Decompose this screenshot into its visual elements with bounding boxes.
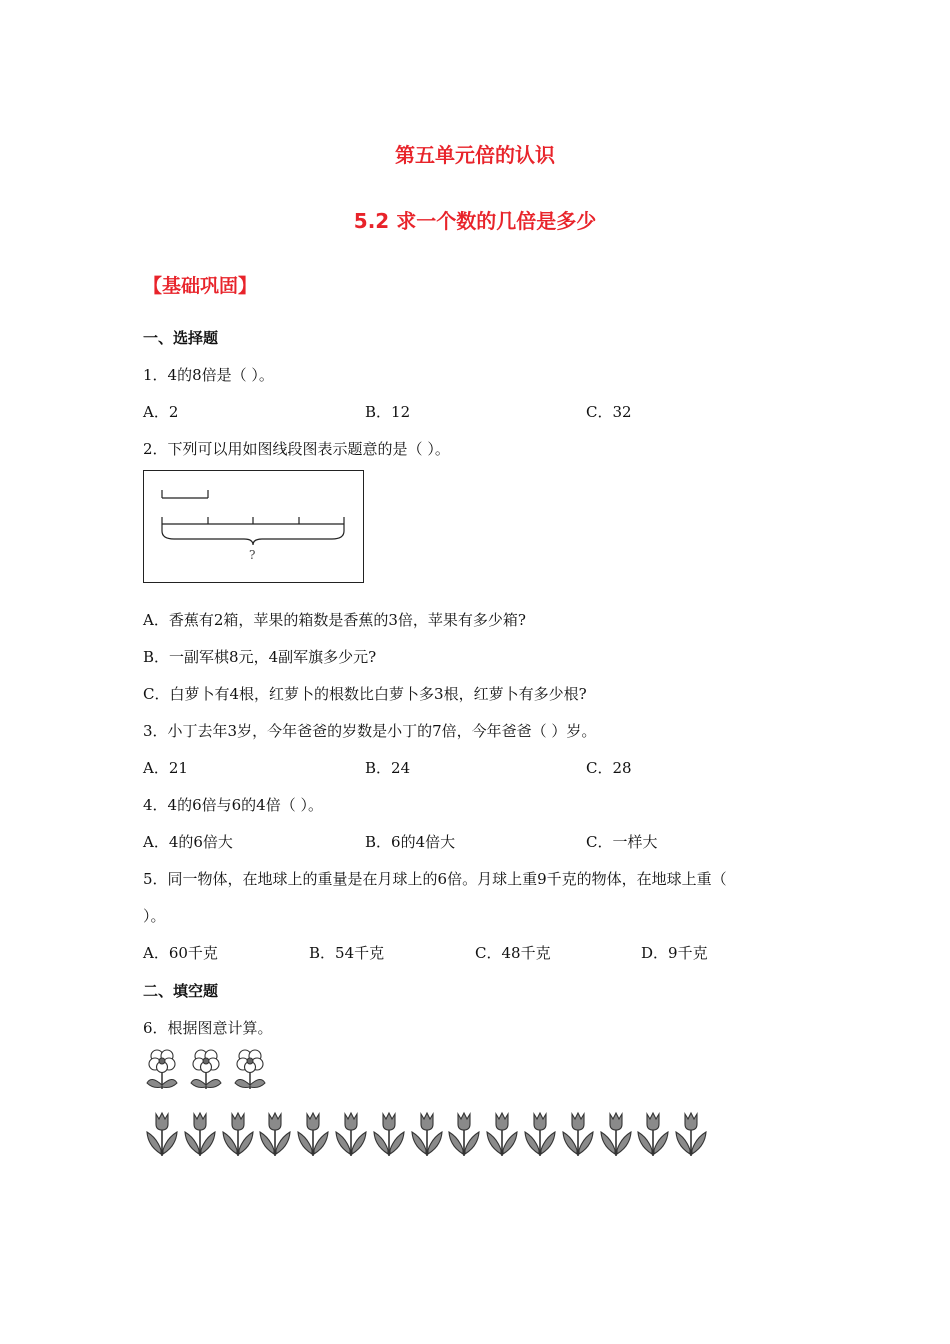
tulip-flower-icon: [599, 1110, 633, 1162]
pansy-flower-icon: [233, 1047, 267, 1095]
q3-option-a: A．21: [143, 759, 188, 777]
tulip-flower-icon: [447, 1110, 481, 1162]
document-subtitle: 5.2 求一个数的几倍是多少: [353, 209, 597, 233]
tulip-flower-icon: [523, 1110, 557, 1162]
pansy-flower-icon: [145, 1047, 179, 1095]
q1-option-c: C．32: [586, 403, 632, 421]
question-1: 1．4的8倍是（ ）。: [143, 366, 274, 384]
tulip-flower-icon: [145, 1110, 179, 1162]
tulip-flower-icon: [296, 1110, 330, 1162]
tulip-flower-icon: [183, 1110, 217, 1162]
q5-option-a: A．60千克: [143, 944, 218, 962]
q5-option-b: B．54千克: [309, 944, 385, 962]
q3-option-c: C．28: [586, 759, 632, 777]
tulip-flower-icon: [221, 1110, 255, 1162]
q5-option-d: D．9千克: [641, 944, 708, 962]
section-heading-choice: 一、选择题: [143, 329, 219, 347]
tulip-flower-icon: [258, 1110, 292, 1162]
line-segment-svg: [144, 471, 365, 584]
level-heading: 【基础巩固】: [143, 275, 258, 297]
pansy-flower-icon: [189, 1047, 223, 1095]
q2-option-b: B．一副军棋8元，4副军旗多少元?: [143, 648, 377, 666]
tulip-flower-icon: [674, 1110, 708, 1162]
question-2: 2．下列可以用如图线段图表示题意的是（ ）。: [143, 440, 450, 458]
q2-option-c: C．白萝卜有4根，红萝卜的根数比白萝卜多3根，红萝卜有多少根?: [143, 685, 587, 703]
q1-option-b: B．12: [365, 403, 411, 421]
q5-option-c: C．48千克: [475, 944, 551, 962]
tulip-flower-icon: [372, 1110, 406, 1162]
q4-option-a: A．4的6倍大: [143, 833, 233, 851]
line-segment-diagram: [143, 470, 364, 583]
q3-option-b: B．24: [365, 759, 411, 777]
question-3: 3．小丁去年3岁，今年爸爸的岁数是小丁的7倍，今年爸爸（ ）岁。: [143, 722, 597, 740]
question-4: 4．4的6倍与6的4倍（ ）。: [143, 796, 323, 814]
tulip-flower-icon: [410, 1110, 444, 1162]
question-5-line-1: 5．同一物体，在地球上的重量是在月球上的6倍。月球上重9千克的物体，在地球上重（: [143, 870, 727, 888]
q4-option-c: C．一样大: [586, 833, 658, 851]
diagram-question-mark: ?: [249, 548, 256, 562]
question-5-line-2: ）。: [143, 907, 166, 925]
document-title: 第五单元倍的认识: [395, 143, 555, 167]
tulip-flower-icon: [561, 1110, 595, 1162]
tulip-flower-icon: [636, 1110, 670, 1162]
q1-option-a: A．2: [143, 403, 179, 421]
question-6: 6．根据图意计算。: [143, 1019, 273, 1037]
q4-option-b: B．6的4倍大: [365, 833, 456, 851]
q2-option-a: A．香蕉有2箱，苹果的箱数是香蕉的3倍，苹果有多少箱?: [143, 611, 526, 629]
tulip-flower-icon: [485, 1110, 519, 1162]
section-heading-fill: 二、填空题: [143, 982, 219, 1000]
tulip-flower-icon: [334, 1110, 368, 1162]
